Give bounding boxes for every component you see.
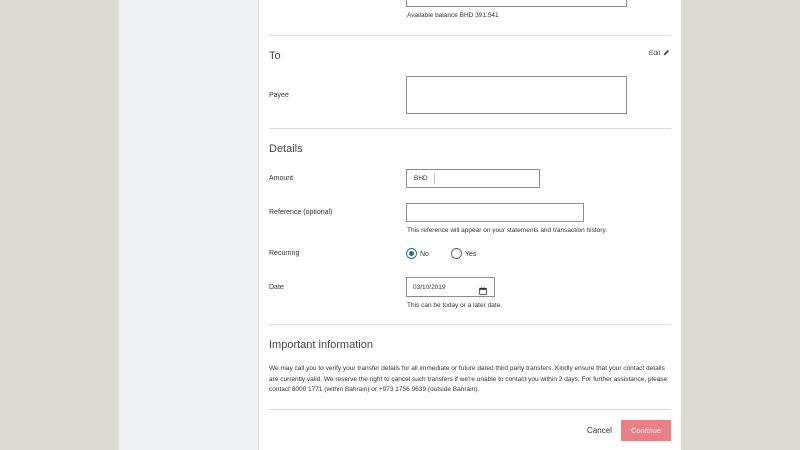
recurring-label: Recurring [269, 250, 300, 257]
reference-label: Reference (optional) [269, 209, 333, 216]
transfer-form-panel [258, 0, 681, 450]
payee-label: Payee [269, 92, 289, 99]
amount-field[interactable] [406, 169, 540, 188]
reference-hint: This reference will appear on your statements and transaction history. [407, 227, 608, 234]
date-hint: This can be today or a later date. [407, 302, 503, 309]
left-sidebar [118, 0, 258, 450]
amount-input[interactable] [437, 172, 535, 185]
date-value: 03/10/2019 [413, 284, 446, 291]
radio-yes-label: Yes [465, 251, 477, 258]
details-section-title: Details [269, 143, 303, 155]
cancel-button[interactable]: Cancel [587, 426, 612, 435]
amount-label: Amount [269, 175, 294, 182]
continue-button[interactable]: Continue [621, 420, 671, 441]
payee-field[interactable] [406, 76, 627, 114]
recurring-option-no[interactable] [406, 248, 446, 261]
important-info-title: Important information [269, 339, 373, 351]
divider [269, 324, 671, 325]
radio-no[interactable] [406, 248, 417, 259]
divider [269, 128, 671, 129]
available-balance: Available balance BHD 391.541 [407, 12, 499, 19]
date-label: Date [269, 284, 284, 291]
currency-separator [434, 173, 435, 184]
radio-no-label: No [420, 251, 429, 258]
currency-prefix: BHD [414, 175, 428, 182]
to-section-title: To [269, 50, 281, 62]
divider [269, 35, 671, 36]
radio-yes[interactable] [451, 248, 462, 259]
calendar-icon[interactable] [479, 282, 487, 300]
important-info-text: We may call you to verify your transfer details for all immediate or future dated third party transfers. Kindly ensure that your contact details are currently valid. We reserve the right to cancel such transfers if we're unable to contact you within 2 days. For further assistance, please contact 8000 1771 (within Bahrain) or +973 1756 9639 (outside Bahrain). [269, 365, 668, 393]
reference-input[interactable] [406, 203, 584, 222]
recurring-option-yes[interactable] [451, 248, 491, 261]
edit-payee-link[interactable] [649, 49, 670, 58]
divider [269, 409, 671, 410]
from-account-select[interactable] [406, 0, 627, 7]
edit-label: Edit [649, 50, 661, 57]
pencil-icon [663, 49, 670, 58]
date-field[interactable] [406, 277, 495, 297]
